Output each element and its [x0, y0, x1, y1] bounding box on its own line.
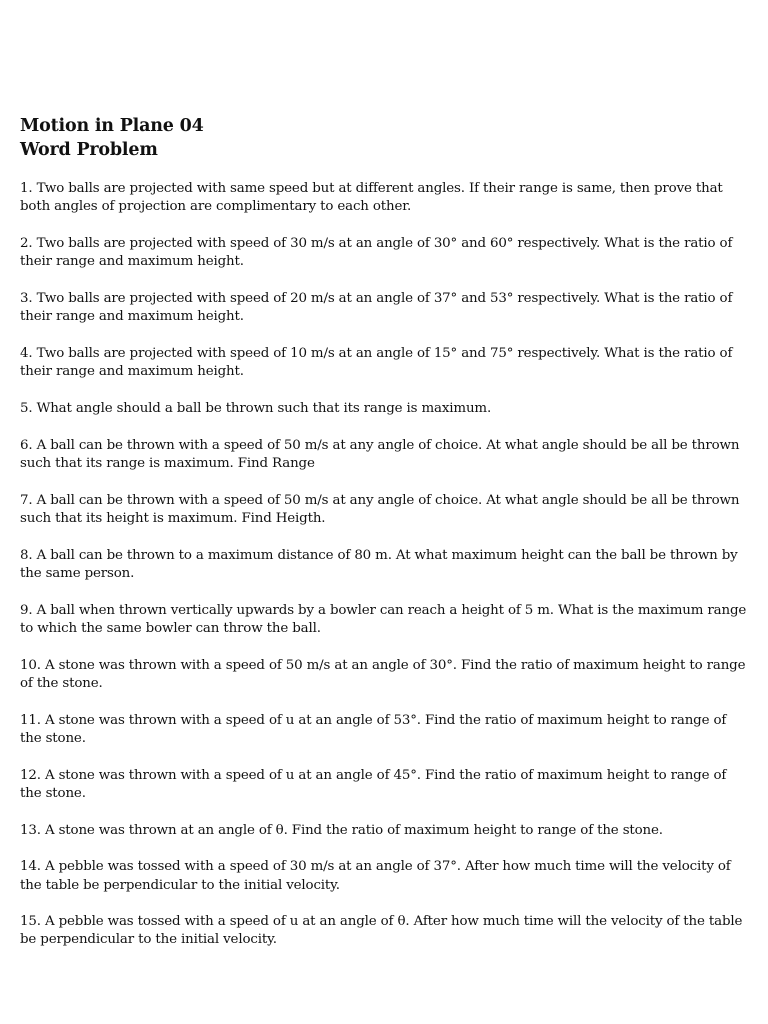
- title-block: [20, 114, 750, 162]
- document-subtitle: Word Problem: [20, 140, 158, 160]
- problem-item: 6. A ball can be thrown with a speed of 50 m/s at any angle of choice. At what angle should be all be thrown such that its range is maximum. Find Range: [20, 437, 740, 471]
- problem-item: 4. Two balls are projected with speed of 10 m/s at an angle of 15° and 75° respectively. What is the ratio of their range and maximum height.: [20, 345, 733, 380]
- problem-item: 12. A stone was thrown with a speed of u at an angle of 45°. Find the ratio of maximum height to range of the stone.: [20, 767, 727, 801]
- problem-item: 3. Two balls are projected with speed of 20 m/s at an angle of 37° and 53° respectively. What is the ratio of their range and maximum height.: [20, 290, 733, 325]
- problem-item: 7. A ball can be thrown with a speed of 50 m/s at any angle of choice. At what angle should be all be thrown such that its height is maximum. Find Heigth.: [20, 492, 740, 526]
- problem-item: 13. A stone was thrown at an angle of θ. Find the ratio of maximum height to range of the stone.: [20, 822, 663, 838]
- problem-item: 8. A ball can be thrown to a maximum distance of 80 m. At what maximum height can the ball be thrown by the same person.: [20, 547, 738, 581]
- document-page: [20, 114, 750, 950]
- problem-item: 11. A stone was thrown with a speed of u at an angle of 53°. Find the ratio of maximum height to range of the stone.: [20, 712, 727, 746]
- problem-list: [20, 180, 750, 950]
- problem-item: 5. What angle should a ball be thrown such that its range is maximum.: [20, 400, 492, 416]
- problem-item: 10. A stone was thrown with a speed of 50 m/s at an angle of 30°. Find the ratio of maximum height to range of the stone.: [20, 657, 746, 691]
- problem-item: 9. A ball when thrown vertically upwards by a bowler can reach a height of 5 m. What is the maximum range to which the same bowler can throw the ball.: [20, 602, 747, 636]
- problem-item: 15. A pebble was tossed with a speed of u at an angle of θ. After how much time will the velocity of the table be perpendicular to the initial velocity.: [20, 914, 743, 948]
- problem-item: 1. Two balls are projected with same speed but at different angles. If their range is same, then prove that both angles of projection are complimentary to each other.: [20, 181, 723, 215]
- problem-item: 14. A pebble was tossed with a speed of 30 m/s at an angle of 37°. After how much time will the velocity of the table be perpendicular to the initial velocity.: [20, 859, 731, 893]
- problem-item: 2. Two balls are projected with speed of 30 m/s at an angle of 30° and 60° respectively. What is the ratio of their range and maximum height.: [20, 235, 733, 270]
- document-title: Motion in Plane 04: [20, 116, 204, 136]
